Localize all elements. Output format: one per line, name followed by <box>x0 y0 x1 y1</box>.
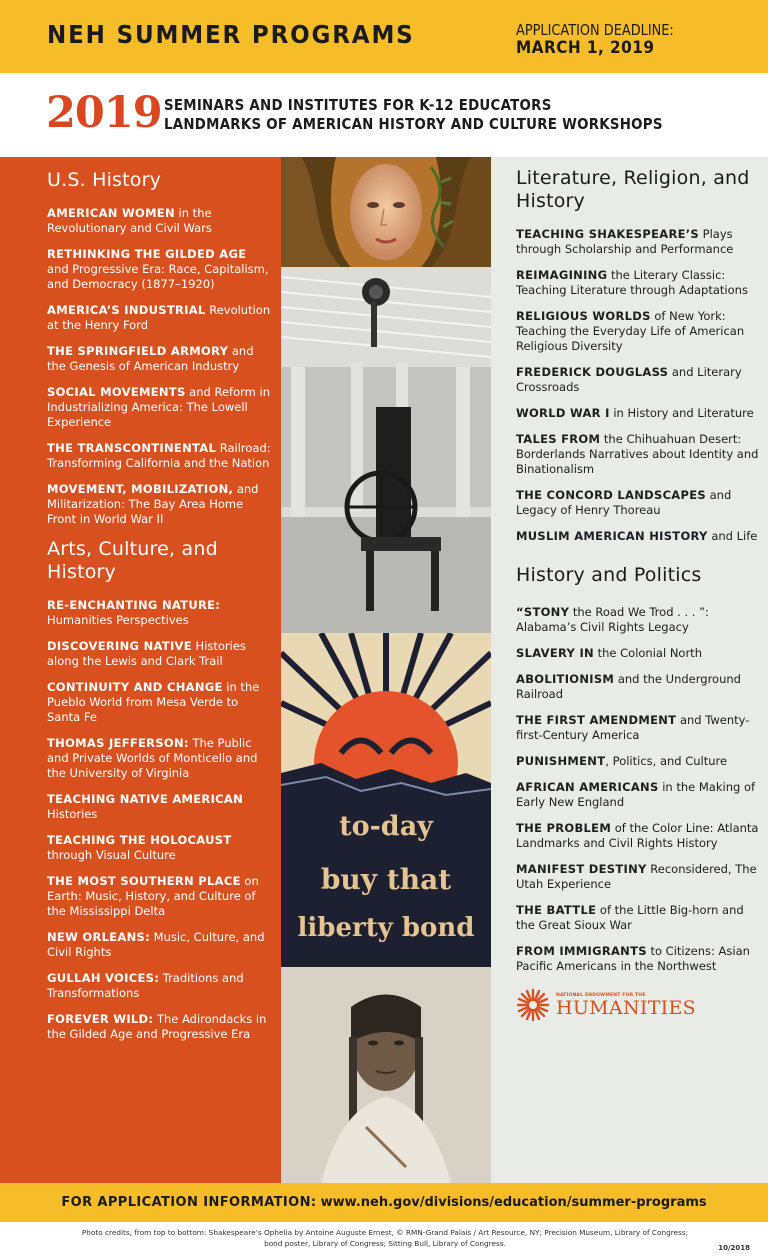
program-item-rest: the Literary Classic: Teaching Literature through Adaptations <box>516 268 748 297</box>
program-item <box>516 365 764 395</box>
program-item-rest: Traditions and Transformations <box>47 971 244 1000</box>
section-title: Arts, Culture, and History <box>47 538 218 583</box>
neh-logo-small-text: NATIONAL ENDOWMENT FOR THE <box>556 993 646 998</box>
left-column <box>0 157 281 1183</box>
deadline-date: MARCH 1, 2019 <box>516 38 655 58</box>
program-item <box>516 903 764 933</box>
program-item-rest: through Visual Culture <box>47 848 176 862</box>
program-item-rest: Music, Culture, and Civil Rights <box>47 930 265 959</box>
section-history-politics <box>516 564 764 974</box>
program-item-lead: THE BATTLE <box>516 903 597 917</box>
program-item-lead: TEACHING SHAKESPEARE’S <box>516 227 700 241</box>
program-item-rest: and Twenty-first-Century America <box>516 713 750 742</box>
armory-machine-photo <box>281 267 491 633</box>
program-item-lead: THOMAS JEFFERSON: <box>47 736 189 750</box>
program-item-rest: Histories <box>47 807 98 821</box>
program-item-rest: to Citizens: Asian Pacific Americans in the Northwest <box>516 944 750 973</box>
neh-sunburst-icon <box>516 988 550 1022</box>
program-item <box>516 488 764 518</box>
program-item <box>516 672 764 702</box>
program-item-rest: The Public and Private Worlds of Monticello and the University of Virginia <box>47 736 258 780</box>
program-item-lead: MANIFEST DESTINY <box>516 862 647 876</box>
program-item <box>47 303 271 333</box>
program-item <box>47 971 271 1001</box>
program-list <box>516 227 764 544</box>
program-item <box>516 713 764 743</box>
program-item <box>516 406 764 421</box>
program-item <box>516 605 764 635</box>
program-item-lead: SOCIAL MOVEMENTS <box>47 385 186 399</box>
program-item-rest: The Adirondacks in the Gilded Age and Progressive Era <box>47 1012 267 1041</box>
top-banner <box>0 0 768 73</box>
program-item-rest: in History and Literature <box>609 406 754 420</box>
photo-credits: Photo credits, from top to bottom: Shakespeare’s Ophelia by Antoine Auguste Ernest, © RMN-Grand Palais / Art Resource, NY; Precision Museum, Library of Congress; bond poster, Library of Congress; Sitting Bull, Library of Congress. <box>81 1228 689 1248</box>
program-item <box>47 247 271 292</box>
program-item-rest: Railroad: Transforming California and the Nation <box>47 441 271 470</box>
program-item-lead: RE-ENCHANTING NATURE: <box>47 598 221 612</box>
program-item-rest: in the Making of Early New England <box>516 780 756 809</box>
program-item-lead: TEACHING THE HOLOCAUST <box>47 833 232 847</box>
program-item <box>516 780 764 810</box>
program-item <box>47 206 271 236</box>
poster-text-line-2: buy that <box>320 863 452 896</box>
program-item-lead: DISCOVERING NATIVE <box>47 639 192 653</box>
program-item-lead: TALES FROM <box>516 432 601 446</box>
program-item-rest: and the Genesis of American Industry <box>47 344 254 373</box>
program-item-rest: on Earth: Music, History, and Culture of the Mississippi Delta <box>47 874 259 918</box>
program-item-rest: Humanities Perspectives <box>47 613 189 627</box>
program-item-rest: and Life <box>707 529 758 543</box>
right-column <box>491 157 768 1183</box>
program-item-lead: FOREVER WILD: <box>47 1012 154 1026</box>
program-item-rest: , Politics, and Culture <box>605 754 728 768</box>
sitting-bull-photo <box>281 967 491 1183</box>
program-item-lead: THE MOST SOUTHERN PLACE <box>47 874 241 888</box>
program-item-rest: and Literary Crossroads <box>516 365 742 394</box>
section-literature <box>516 167 764 544</box>
year-heading: 2019 <box>46 88 162 138</box>
program-item <box>47 930 271 960</box>
program-item <box>47 833 271 863</box>
liberty-bond-poster <box>281 633 491 967</box>
program-item-lead: THE TRANSCONTINENTAL <box>47 441 217 455</box>
program-list <box>47 598 271 1042</box>
program-item <box>516 754 764 769</box>
program-item <box>47 736 271 781</box>
program-list <box>47 206 271 527</box>
program-item <box>516 529 764 544</box>
program-item <box>516 227 764 257</box>
ophelia-portrait-icon <box>281 157 491 267</box>
program-item-lead: REIMAGINING <box>516 268 608 282</box>
subheading-line-2: LANDMARKS OF AMERICAN HISTORY AND CULTURE WORKSHOPS <box>164 115 663 133</box>
date-code: 10/2018 <box>718 1244 750 1252</box>
program-item-rest: and Reform in Industrializing America: The Lowell Experience <box>47 385 270 429</box>
program-item-rest: Plays through Scholarship and Performance <box>516 227 734 256</box>
program-item-lead: CONTINUITY AND CHANGE <box>47 680 223 694</box>
program-item <box>516 309 764 354</box>
ophelia-painting <box>281 157 491 267</box>
program-item-rest: Revolution at the Henry Ford <box>47 303 271 332</box>
section-us-history <box>47 169 271 527</box>
program-item-lead: MOVEMENT, MOBILIZATION, <box>47 482 234 496</box>
footer-label: FOR APPLICATION INFORMATION: <box>61 1195 317 1210</box>
section-title: History and Politics <box>516 564 702 586</box>
program-item <box>47 680 271 725</box>
program-item-rest: and Progressive Era: Race, Capitalism, and Democracy (1877–1920) <box>47 262 269 291</box>
program-item <box>47 1012 271 1042</box>
program-item-lead: THE PROBLEM <box>516 821 612 835</box>
program-item-rest: in the Revolutionary and Civil Wars <box>47 206 212 235</box>
program-item-lead: THE CONCORD LANDSCAPES <box>516 488 706 502</box>
program-item-lead: AFRICAN AMERICANS <box>516 780 659 794</box>
program-item-lead: AMERICAN WOMEN <box>47 206 175 220</box>
program-item-lead: FROM IMMIGRANTS <box>516 944 647 958</box>
poster-text-line-1: to-day <box>339 811 433 842</box>
program-item <box>516 646 764 661</box>
program-item-lead: MUSLIM AMERICAN HISTORY <box>516 529 708 543</box>
program-item-lead: RELIGIOUS WORLDS <box>516 309 651 323</box>
program-item-rest: and the Underground Railroad <box>516 672 741 701</box>
machine-illustration-icon <box>281 267 491 633</box>
neh-logo-big-text: HUMANITIES <box>556 997 696 1019</box>
poster-text-line-3: liberty bond <box>297 913 475 943</box>
program-item-lead: THE FIRST AMENDMENT <box>516 713 677 727</box>
program-list <box>516 605 764 974</box>
program-item <box>47 792 271 822</box>
footer-bar <box>0 1183 768 1222</box>
program-item-rest: of New York: Teaching the Everyday Life of American Religious Diversity <box>516 309 745 353</box>
program-item-lead: FREDERICK DOUGLASS <box>516 365 669 379</box>
program-item-rest: Histories along the Lewis and Clark Trail <box>47 639 246 668</box>
image-strip <box>281 157 491 1183</box>
program-item <box>516 862 764 892</box>
program-item <box>47 598 271 628</box>
program-item <box>47 874 271 919</box>
program-item-lead: WORLD WAR I <box>516 406 610 420</box>
program-item <box>516 432 764 477</box>
program-item-rest: the Chihuahuan Desert: Borderlands Narratives about Identity and Binationalism <box>516 432 759 476</box>
program-item-rest: and Legacy of Henry Thoreau <box>516 488 732 517</box>
program-item <box>47 344 271 374</box>
section-arts-culture <box>47 538 271 1042</box>
program-item-rest: the Colonial North <box>593 646 702 660</box>
neh-logo <box>516 988 764 1022</box>
program-item-lead: GULLAH VOICES: <box>47 971 160 985</box>
program-item-lead: “STONY <box>516 605 570 619</box>
program-item <box>47 385 271 430</box>
program-item-lead: TEACHING NATIVE AMERICAN <box>47 792 244 806</box>
program-item-lead: NEW ORLEANS: <box>47 930 150 944</box>
program-item-rest: Reconsidered, The Utah Experience <box>516 862 757 891</box>
program-item-lead: SLAVERY IN <box>516 646 594 660</box>
program-item <box>47 441 271 471</box>
program-item-lead: AMERICA’S INDUSTRIAL <box>47 303 206 317</box>
program-item-lead: PUNISHMENT <box>516 754 606 768</box>
program-item-rest: in the Pueblo World from Mesa Verde to Santa Fe <box>47 680 260 724</box>
program-item-rest: of the Color Line: Atlanta Landmarks and Civil Rights History <box>516 821 759 850</box>
subheading-line-1: SEMINARS AND INSTITUTES FOR K-12 EDUCATORS <box>164 96 552 114</box>
program-item-rest: and Militarization: The Bay Area Home Front in World War II <box>47 482 259 526</box>
section-title: U.S. History <box>47 169 162 191</box>
footer-info <box>0 1183 768 1222</box>
program-item <box>47 639 271 669</box>
program-item <box>516 944 764 974</box>
program-item-rest: of the Little Big-horn and the Great Sioux War <box>516 903 744 932</box>
portrait-silhouette-icon <box>281 967 491 1183</box>
program-item <box>516 268 764 298</box>
program-item <box>516 821 764 851</box>
program-item <box>47 482 271 527</box>
neh-logo-text <box>556 993 696 1017</box>
program-item-lead: ABOLITIONISM <box>516 672 615 686</box>
subheader <box>0 73 768 157</box>
program-item-lead: RETHINKING THE GILDED AGE <box>47 247 247 261</box>
program-item-lead: THE SPRINGFIELD ARMORY <box>47 344 229 358</box>
section-title: Literature, Religion, and History <box>516 167 750 212</box>
footer-url-link[interactable]: www.neh.gov/divisions/education/summer-programs <box>320 1195 707 1210</box>
program-item-rest: the Road We Trod . . . ”: Alabama’s Civil Rights Legacy <box>516 605 709 634</box>
deadline-label: APPLICATION DEADLINE: <box>516 21 674 39</box>
banner-title: NEH SUMMER PROGRAMS <box>47 20 415 49</box>
